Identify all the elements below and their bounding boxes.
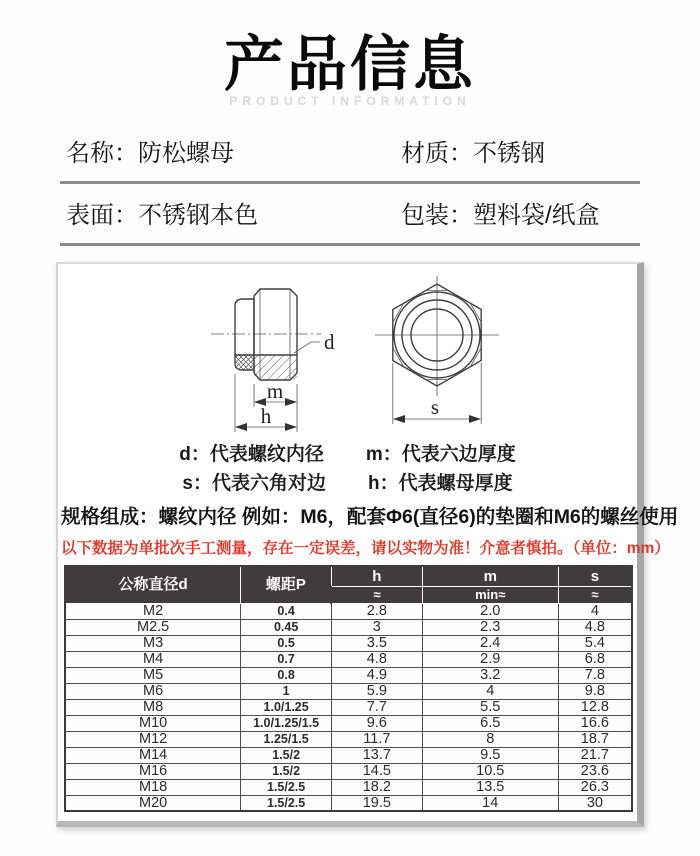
info-label: 包装： xyxy=(401,202,473,229)
table-row xyxy=(65,683,632,699)
col-header-s: s xyxy=(558,566,632,586)
table-cell: 8 xyxy=(422,731,558,747)
table-cell: 18.7 xyxy=(558,731,632,747)
col-header-m: m xyxy=(422,566,558,586)
table-cell: 16.6 xyxy=(558,715,632,731)
table-row xyxy=(65,779,632,795)
nut-technical-drawing xyxy=(61,272,637,440)
nut-hex-view-icon xyxy=(375,276,499,424)
info-label: 名称： xyxy=(66,140,138,167)
table-row xyxy=(65,635,632,651)
table-cell: 14 xyxy=(422,795,558,811)
col-header-pitch: 螺距P xyxy=(241,566,332,603)
table-cell: M16 xyxy=(65,763,241,779)
info-label: 材质： xyxy=(401,140,473,167)
table-cell: 0.5 xyxy=(241,635,332,651)
info-value: 不锈钢本色 xyxy=(138,202,258,229)
table-cell: 11.7 xyxy=(331,731,422,747)
nut-side-view-icon xyxy=(211,289,335,432)
legend-row-1 xyxy=(61,440,634,469)
table-cell: 1.5/2.5 xyxy=(241,795,332,811)
table-cell: 1.25/1.5 xyxy=(241,731,332,747)
table-cell: 4 xyxy=(558,603,632,619)
info-value: 塑料袋/纸盒 xyxy=(473,202,600,229)
table-cell: 2.8 xyxy=(331,603,422,619)
table-cell: M4 xyxy=(65,651,241,667)
info-field-material xyxy=(401,133,640,168)
table-cell: 3 xyxy=(331,619,422,635)
table-row xyxy=(65,699,632,715)
info-label: 表面： xyxy=(66,202,138,229)
info-field-name xyxy=(66,133,401,168)
table-cell: 30 xyxy=(558,795,632,811)
table-cell: 4.9 xyxy=(331,667,422,683)
table-cell: 7.7 xyxy=(331,699,422,715)
table-cell: 14.5 xyxy=(331,763,422,779)
table-body xyxy=(65,603,632,811)
table-cell: 2.0 xyxy=(422,603,558,619)
table-cell: 5.4 xyxy=(558,635,632,651)
table-cell: 1.5/2 xyxy=(241,763,332,779)
divider-line xyxy=(60,243,640,246)
legend-item-d: d：代表螺纹内径 xyxy=(179,444,324,465)
table-cell: 6.5 xyxy=(422,715,558,731)
table-cell: 3.2 xyxy=(422,667,558,683)
table-cell: 21.7 xyxy=(558,747,632,763)
table-cell: 9.8 xyxy=(558,683,632,699)
info-field-packaging xyxy=(401,195,640,230)
legend-item-m: m：代表六边厚度 xyxy=(365,444,516,465)
legend-row-2 xyxy=(61,469,634,498)
col-subheader-h: ≈ xyxy=(331,586,422,603)
table-cell: M20 xyxy=(65,795,241,811)
page-title: 产品信息 xyxy=(224,31,476,98)
spec-card xyxy=(56,262,679,827)
dim-label-m: m xyxy=(266,379,284,403)
table-cell: 19.5 xyxy=(331,795,422,811)
table-cell: 0.45 xyxy=(241,619,332,635)
dim-label-h: h xyxy=(260,404,272,428)
table-cell: 9.6 xyxy=(331,715,422,731)
col-header-h: h xyxy=(331,566,422,586)
dimension-table xyxy=(64,565,633,812)
table-header xyxy=(65,566,632,603)
table-cell: 4.8 xyxy=(558,619,632,635)
table-cell: M6 xyxy=(65,683,241,699)
table-cell: M2.5 xyxy=(65,619,241,635)
table-cell: 3.5 xyxy=(331,635,422,651)
table-row xyxy=(65,715,632,731)
table-cell: 9.5 xyxy=(422,747,558,763)
measurement-warning: 以下数据为单批次手工测量，存在一定误差，请以实物为准！介意者慎拍。（单位：mm） xyxy=(61,540,670,557)
table-cell: 1.5/2.5 xyxy=(241,779,332,795)
legend-item-h: h：代表螺母厚度 xyxy=(367,473,513,494)
table-cell: M3 xyxy=(65,635,241,651)
table-cell: 0.4 xyxy=(241,603,332,619)
table-cell: M12 xyxy=(65,731,241,747)
table-cell: 4 xyxy=(422,683,558,699)
table-cell: 1.0/1.25 xyxy=(241,699,332,715)
table-cell: 2.9 xyxy=(422,651,558,667)
table-cell: 13.7 xyxy=(331,747,422,763)
table-cell: 0.8 xyxy=(241,667,332,683)
table-row xyxy=(65,763,632,779)
table-cell: 1.5/2 xyxy=(241,747,332,763)
table-cell: 1.0/1.25/1.5 xyxy=(241,715,332,731)
table-cell: 2.4 xyxy=(422,635,558,651)
info-row-1 xyxy=(60,122,640,181)
table-cell: 23.6 xyxy=(558,763,632,779)
col-subheader-m: min≈ xyxy=(422,586,558,603)
table-row xyxy=(65,603,632,619)
table-cell: M2 xyxy=(65,603,241,619)
table-cell: M14 xyxy=(65,747,241,763)
table-cell: 1 xyxy=(241,683,332,699)
table-cell: 26.3 xyxy=(558,779,632,795)
info-row-2 xyxy=(60,184,640,243)
table-row xyxy=(65,731,632,747)
table-cell: M8 xyxy=(65,699,241,715)
table-cell: M10 xyxy=(65,715,241,731)
dim-label-s: s xyxy=(430,395,440,419)
legend-item-s: s：代表六角对边 xyxy=(182,473,326,494)
table-cell: 7.8 xyxy=(558,667,632,683)
col-header-diameter: 公称直径d xyxy=(65,566,241,603)
col-subheader-s: ≈ xyxy=(558,586,632,603)
table-cell: 13.5 xyxy=(422,779,558,795)
table-cell: 4.8 xyxy=(331,651,422,667)
info-value: 防松螺母 xyxy=(138,140,234,167)
table-cell: 2.3 xyxy=(422,619,558,635)
table-cell: 5.9 xyxy=(331,683,422,699)
info-value: 不锈钢 xyxy=(473,140,545,167)
table-row xyxy=(65,619,632,635)
table-row xyxy=(65,651,632,667)
product-info-section xyxy=(60,122,640,246)
table-cell: 5.5 xyxy=(422,699,558,715)
dim-label-d: d xyxy=(324,330,335,354)
table-cell: M18 xyxy=(65,779,241,795)
table-row xyxy=(65,667,632,683)
table-cell: 18.2 xyxy=(331,779,422,795)
table-row xyxy=(65,747,632,763)
info-field-surface xyxy=(66,195,401,230)
table-cell: 12.8 xyxy=(558,699,632,715)
page-subtitle: PRODUCT INFORMATION xyxy=(229,94,471,108)
table-row xyxy=(65,795,632,811)
table-cell: 0.7 xyxy=(241,651,332,667)
table-cell: M5 xyxy=(65,667,241,683)
spec-composition-note: 规格组成：螺纹内径 例如：M6，配套Φ6(直径6)的垫圈和M6的螺丝使用 xyxy=(61,506,679,528)
table-cell: 6.8 xyxy=(558,651,632,667)
table-cell: 10.5 xyxy=(422,763,558,779)
